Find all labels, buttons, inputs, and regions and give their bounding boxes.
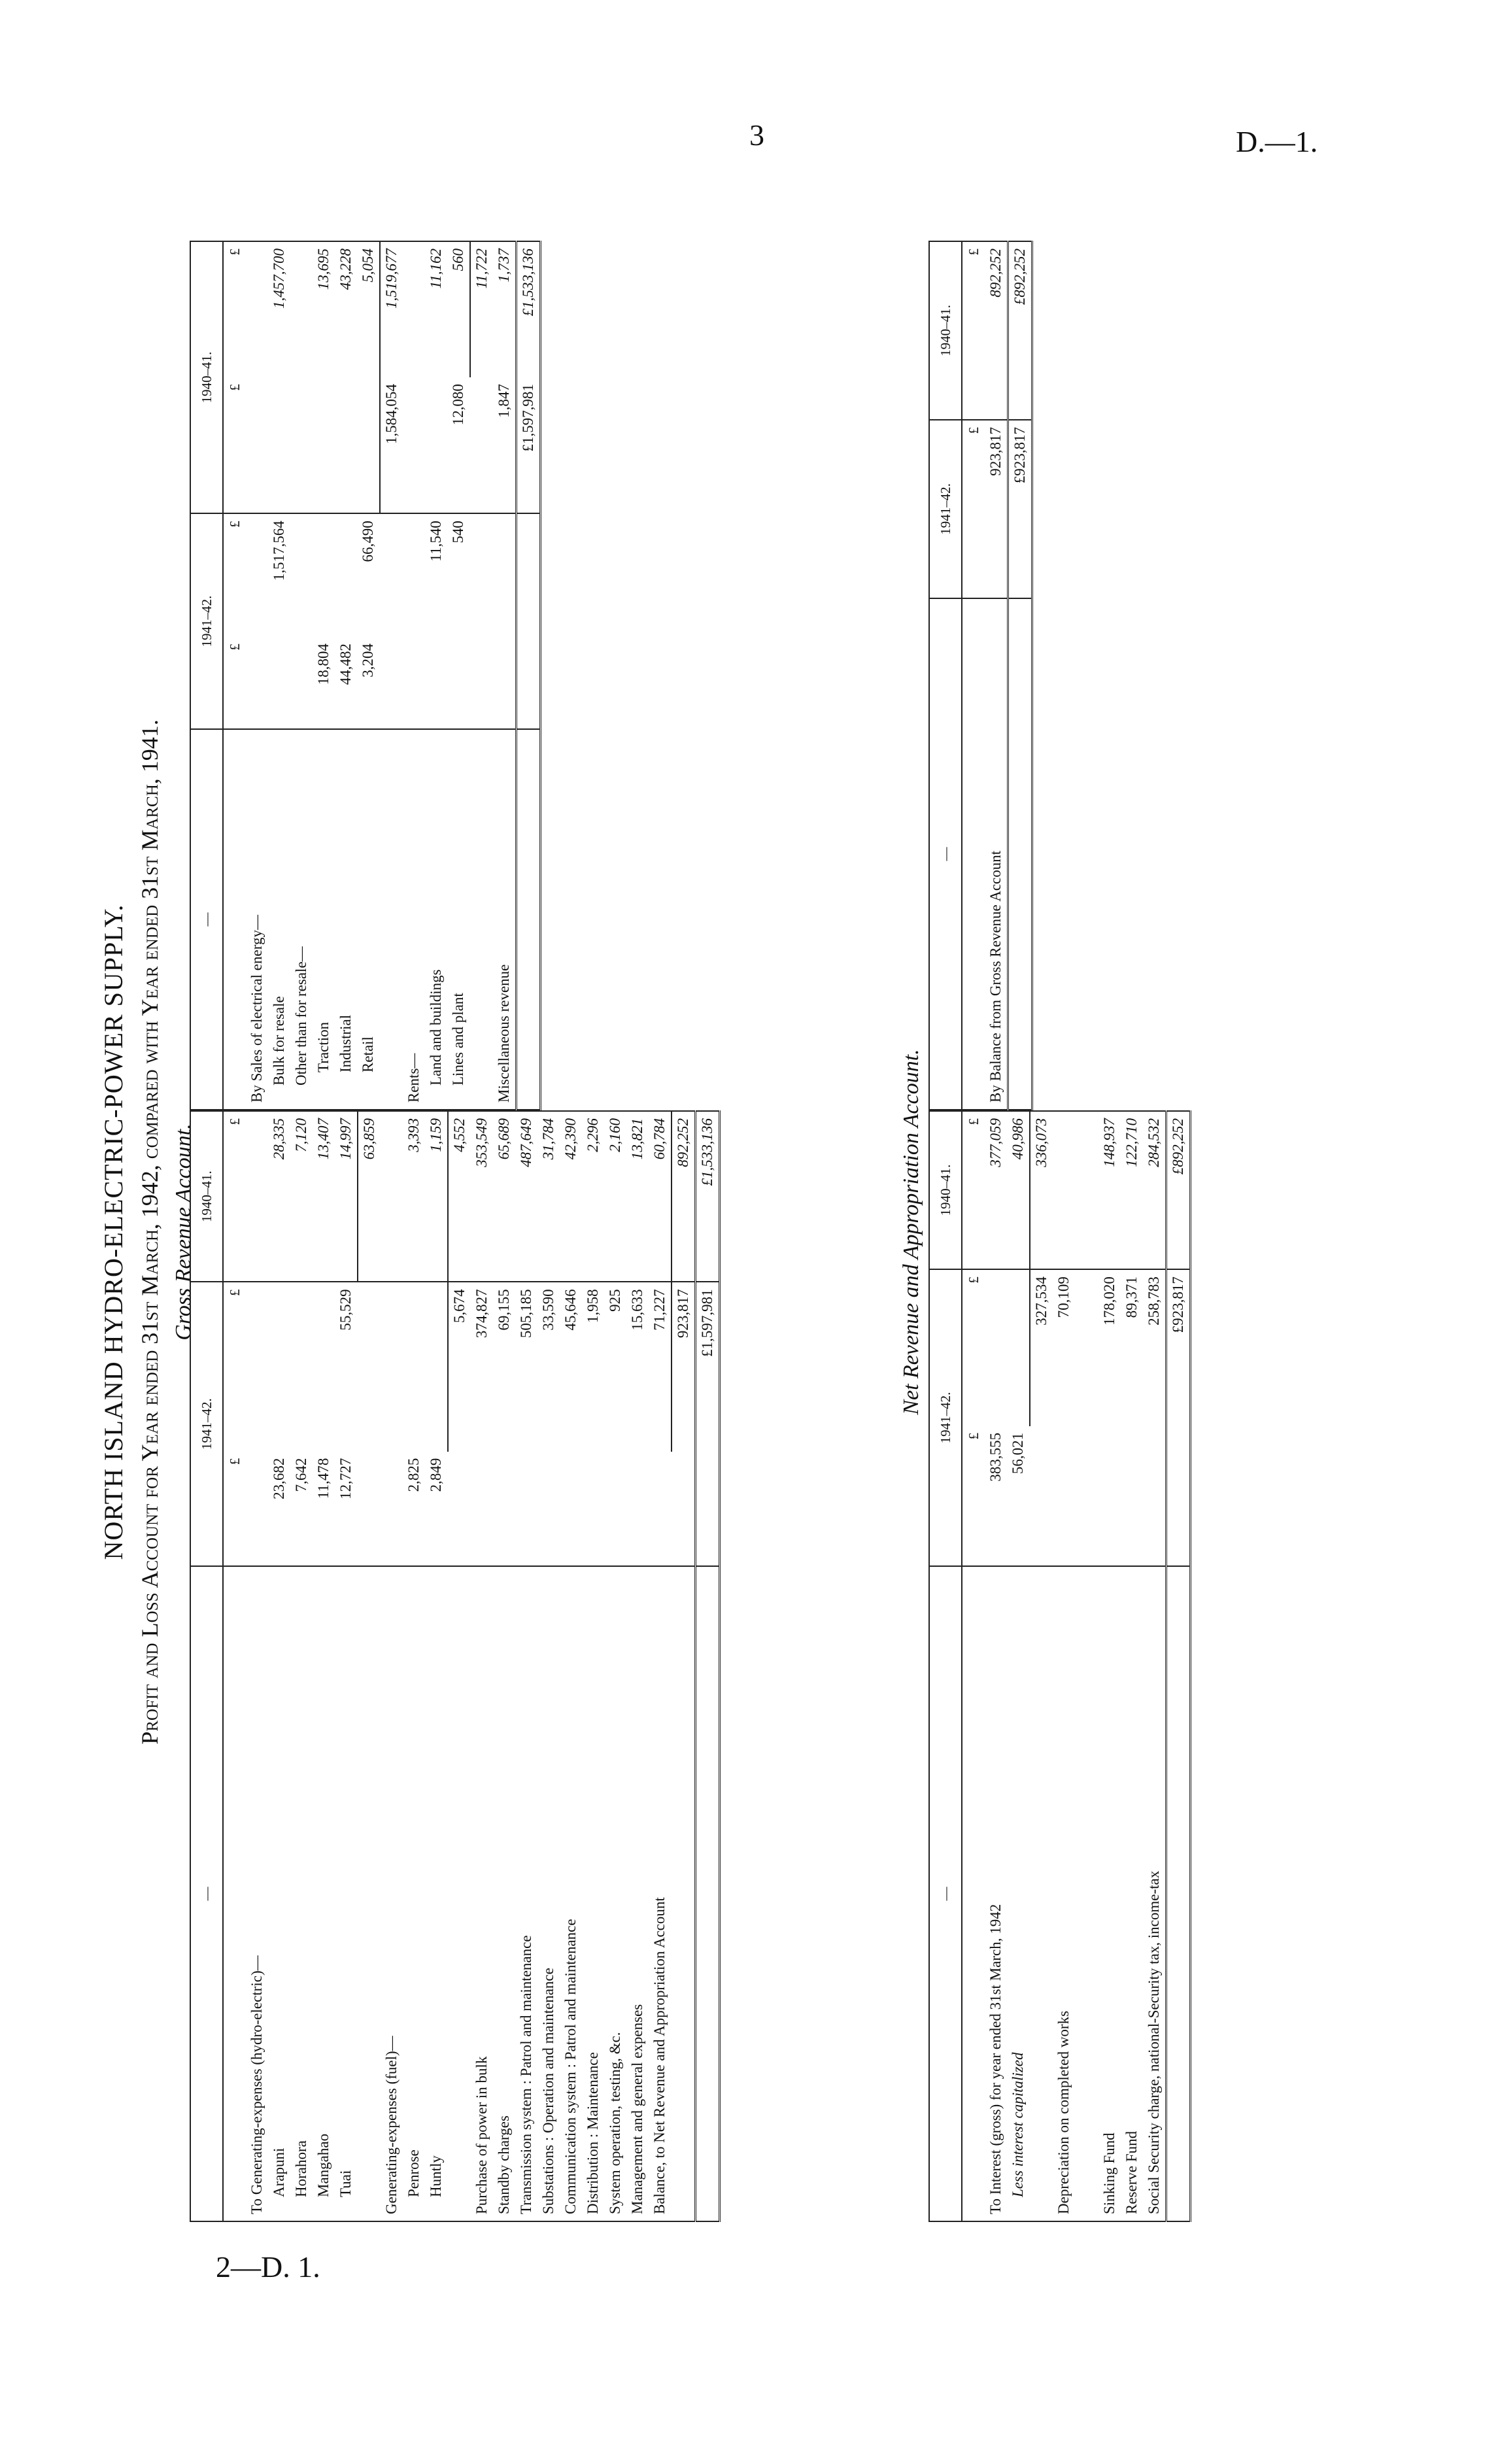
gross-debit-row — [381, 1111, 403, 2221]
row-value — [290, 1282, 313, 1451]
gross-debit-row — [537, 1111, 560, 2221]
row-label — [358, 1566, 381, 2221]
gross-credit-row — [246, 241, 268, 1110]
row-value — [425, 637, 447, 729]
row-value — [1143, 1426, 1166, 1566]
row-value — [672, 1452, 696, 1566]
row-value — [268, 637, 290, 729]
row-value: 3,204 — [357, 637, 380, 729]
row-value — [290, 637, 313, 729]
gross-debit-row — [471, 1111, 493, 2221]
row-value: 65,689 — [493, 1111, 515, 1282]
row-value — [381, 1111, 403, 1282]
row-label: Communication system : Patrol and maintenance — [562, 1919, 579, 2214]
gross-debit-table — [190, 1110, 721, 2222]
pound-sign: £ — [223, 1111, 246, 1282]
row-value: 122,710 — [1121, 1111, 1143, 1269]
gross-credit-total-row — [517, 241, 541, 1110]
row-value: 31,784 — [537, 1111, 560, 1282]
pound-sign: £ — [962, 1111, 985, 1269]
gross-debit-row — [335, 1111, 358, 2221]
row-value — [471, 1452, 493, 1566]
net-credit-table — [928, 241, 1033, 1110]
row-value: 540 — [450, 521, 466, 543]
row-value: 353,549 — [471, 1111, 493, 1282]
row-label — [380, 729, 403, 1110]
row-value: 1,457,700 — [271, 248, 287, 309]
row-value: 3,393 — [403, 1111, 425, 1282]
row-value: 923,817 — [985, 420, 1008, 598]
row-value: 374,827 — [473, 1289, 490, 1339]
row-label: Rents— — [405, 1053, 422, 1103]
row-value — [380, 637, 403, 729]
page-number: 3 — [749, 118, 764, 152]
row-value: 2,825 — [403, 1452, 425, 1566]
pound-sign: £ — [227, 521, 243, 528]
gross-debit-row — [268, 1111, 290, 2221]
row-value — [493, 1452, 515, 1566]
total-spacer — [1008, 598, 1032, 1110]
row-value: 487,649 — [515, 1111, 537, 1282]
row-value — [493, 637, 517, 729]
row-value: 13,407 — [313, 1111, 335, 1282]
row-label: Industrial — [337, 1014, 354, 1072]
row-value — [1121, 1426, 1143, 1566]
row-label — [448, 1566, 471, 2221]
row-value — [470, 637, 493, 729]
row-value — [381, 1282, 403, 1451]
row-label: Transmission system : Patrol and maintenance — [518, 1935, 534, 2214]
row-value: 69,155 — [496, 1289, 512, 1331]
row-value: 4,552 — [448, 1111, 471, 1282]
row-label: Penrose — [405, 2149, 422, 2197]
row-value: 7,642 — [290, 1452, 313, 1566]
row-value: 45,646 — [562, 1289, 579, 1331]
gross-debit-row — [672, 1111, 696, 2221]
row-label: Management and general expenses — [629, 2004, 645, 2214]
gross-debit-row — [649, 1111, 672, 2221]
col-dash: — — [929, 598, 962, 1110]
row-label: By Balance from Gross Revenue Account — [987, 850, 1004, 1103]
net-revenue-title: Net Revenue and Appropriation Account. — [899, 1049, 923, 1415]
row-value — [649, 1452, 672, 1566]
row-value — [403, 513, 425, 637]
col-1940-41: 1940–41. — [190, 241, 223, 513]
row-value — [582, 1452, 604, 1566]
net-debit-row — [1143, 1111, 1166, 2221]
row-value: 28,335 — [268, 1111, 290, 1282]
row-value: 23,682 — [268, 1452, 290, 1566]
row-value: 12,727 — [335, 1452, 358, 1566]
row-value — [1030, 1426, 1053, 1566]
row-value: 13,695 — [315, 248, 332, 290]
row-label: Balance, to Net Revenue and Appropriation Account — [651, 1897, 668, 2214]
pound-sign: £ — [227, 1289, 243, 1296]
row-value: 923,817 — [672, 1282, 696, 1451]
row-value — [246, 1452, 268, 1566]
row-value: 1,584,054 — [380, 377, 403, 513]
row-value: 12,080 — [447, 377, 470, 513]
row-label: Mangahao — [315, 2133, 332, 2197]
col-1941-42: 1941–42. — [190, 513, 223, 729]
row-label: Tuai — [337, 2170, 354, 2197]
net-debit-row — [1007, 1111, 1030, 2221]
gross-debit-total-row — [696, 1111, 720, 2221]
row-label: Sinking Fund — [1101, 2132, 1117, 2214]
row-value — [290, 377, 313, 513]
row-value: 1,517,564 — [271, 521, 287, 581]
row-label: Depreciation on completed works — [1055, 2010, 1072, 2214]
row-value: 1,519,677 — [380, 241, 403, 377]
row-value — [560, 1452, 582, 1566]
row-label: Other than for resale— — [293, 946, 309, 1086]
row-value: 70,109 — [1055, 1276, 1072, 1318]
row-value — [268, 377, 290, 513]
row-value: 60,784 — [649, 1111, 672, 1282]
row-value — [246, 1111, 268, 1282]
total-value — [696, 1452, 720, 1566]
row-value: 7,120 — [290, 1111, 313, 1282]
row-value — [335, 513, 357, 637]
row-value — [1007, 1269, 1030, 1426]
row-value — [470, 513, 493, 637]
row-value: 2,849 — [425, 1452, 448, 1566]
row-value: 11,478 — [313, 1452, 335, 1566]
total-spacer — [696, 1566, 720, 2221]
row-value — [381, 1452, 403, 1566]
gross-debit-row — [515, 1111, 537, 2221]
row-value: 43,228 — [337, 248, 354, 290]
gross-credit-row — [290, 241, 313, 1110]
col-1941-42: 1941–42. — [929, 1269, 962, 1566]
net-debit-row — [1121, 1111, 1143, 2221]
row-label: Substations : Operation and maintenance — [540, 1968, 556, 2214]
col-dash: — — [190, 729, 223, 1110]
row-value: 15,633 — [629, 1289, 645, 1331]
row-value — [246, 1282, 268, 1451]
row-label: Distribution : Maintenance — [585, 2052, 601, 2214]
gross-credit-row — [447, 241, 470, 1110]
gross-debit-row — [290, 1111, 313, 2221]
col-dash: — — [929, 1566, 962, 2221]
row-value: 336,073 — [1030, 1111, 1053, 1269]
net-debit-total-row — [1166, 1111, 1191, 2221]
total-value: £892,252 — [1008, 241, 1032, 420]
report-subtitle: Profit and Loss Account for Year ended 31st March, 1942, compared with Year ended 31st March, 1941. — [137, 719, 163, 1745]
net-debit-row — [1098, 1111, 1121, 2221]
report-title: NORTH ISLAND HYDRO-ELECTRIC-POWER SUPPLY. — [99, 904, 128, 1560]
gross-credit-row — [268, 241, 290, 1110]
gross-debit-row — [493, 1111, 515, 2221]
row-value — [448, 1452, 471, 1566]
row-value: 14,997 — [335, 1111, 358, 1282]
gross-debit-row — [403, 1111, 425, 2221]
row-value — [246, 513, 268, 637]
net-debit-row — [1053, 1111, 1098, 2221]
row-label: Retail — [360, 1036, 376, 1072]
row-label — [1030, 1566, 1053, 2221]
row-value: 18,804 — [313, 637, 335, 729]
gross-credit-table — [190, 241, 541, 1110]
total-value: £1,533,136 — [696, 1111, 720, 1282]
net-credit-total-row — [1008, 241, 1032, 1110]
col-1940-41: 1940–41. — [190, 1111, 223, 1282]
gross-credit-row — [403, 241, 425, 1110]
col-1941-42: 1941–42. — [190, 1282, 223, 1566]
row-value: 33,590 — [540, 1289, 556, 1331]
row-label: To Interest (gross) for year ended 31st March, 1942 — [987, 1904, 1004, 2214]
row-value: 284,532 — [1143, 1111, 1166, 1269]
footer-code: 2—D. 1. — [216, 2250, 320, 2284]
row-label: By Sales of electrical energy— — [248, 915, 265, 1103]
row-value — [604, 1452, 626, 1566]
row-label: Reserve Fund — [1123, 2130, 1140, 2214]
row-value — [290, 513, 313, 637]
gross-revenue-title: Gross Revenue Account. — [171, 1123, 196, 1341]
row-value — [268, 1282, 290, 1451]
row-label — [672, 1566, 696, 2221]
row-label: Horahora — [293, 2140, 309, 2197]
row-value — [246, 637, 268, 729]
row-value — [403, 1282, 425, 1451]
gross-credit-row — [470, 241, 493, 1110]
total-value: £923,817 — [1008, 420, 1032, 598]
row-label: Huntly — [428, 2155, 444, 2197]
row-value: 42,390 — [560, 1111, 582, 1282]
gross-credit-row — [357, 241, 380, 1110]
row-label: Lines and plant — [450, 993, 466, 1086]
pound-sign: £ — [227, 248, 243, 256]
total-value: £1,533,136 — [517, 241, 541, 377]
row-value — [447, 637, 470, 729]
pound-sign: £ — [962, 241, 985, 420]
row-value: 55,529 — [337, 1289, 354, 1331]
row-label: Traction — [315, 1021, 332, 1072]
row-value — [380, 513, 403, 637]
row-value — [403, 241, 425, 377]
col-1940-41: 1940–41. — [929, 1111, 962, 1269]
row-value — [493, 513, 517, 637]
row-value — [515, 1452, 537, 1566]
row-value — [313, 1282, 335, 1451]
row-label: System operation, testing, &c. — [607, 2032, 623, 2214]
gross-debit-row — [246, 1111, 268, 2221]
row-value — [425, 1282, 448, 1451]
row-value: 40,986 — [1007, 1111, 1030, 1269]
net-debit-row — [985, 1111, 1007, 2221]
row-label: Social Security charge, national-Security tax, income-tax — [1146, 1870, 1162, 2214]
row-value — [290, 241, 313, 377]
pound-sign: £ — [962, 1426, 985, 1566]
row-value — [246, 241, 268, 377]
row-value: 11,722 — [470, 241, 493, 377]
document-code: D.—1. — [1236, 125, 1318, 158]
row-value: 505,185 — [518, 1289, 534, 1339]
pound-sign: £ — [223, 637, 246, 729]
row-label: To Generating-expenses (hydro-electric)— — [248, 1955, 265, 2214]
row-value — [1098, 1426, 1121, 1566]
row-value — [425, 377, 447, 513]
row-label: Arapuni — [271, 2147, 287, 2197]
gross-debit-row — [358, 1111, 381, 2221]
row-value: 13,821 — [626, 1111, 649, 1282]
row-value: 1,159 — [425, 1111, 448, 1282]
row-label: Generating-expenses (fuel)— — [383, 2036, 400, 2214]
row-label: Miscellaneous revenue — [496, 964, 512, 1103]
row-value — [313, 377, 335, 513]
gross-debit-row — [448, 1111, 471, 2221]
gross-debit-row — [582, 1111, 604, 2221]
row-value: 11,162 — [428, 248, 444, 289]
gross-credit-row — [313, 241, 335, 1110]
row-value — [358, 1452, 381, 1566]
row-value — [403, 377, 425, 513]
total-spacer — [517, 729, 541, 1110]
row-value: 383,555 — [985, 1426, 1007, 1566]
total-value: £1,597,981 — [517, 377, 541, 513]
row-value — [985, 1269, 1007, 1426]
row-value: 5,054 — [360, 248, 376, 282]
row-value: 11,540 — [428, 521, 444, 562]
row-value: 66,490 — [360, 521, 376, 562]
total-value: £923,817 — [1166, 1269, 1191, 1426]
gross-credit-row — [425, 241, 447, 1110]
row-value: 892,252 — [985, 241, 1008, 420]
gross-debit-row — [626, 1111, 649, 2221]
gross-credit-row — [335, 241, 357, 1110]
row-value — [313, 513, 335, 637]
row-value — [1053, 1111, 1098, 1269]
row-label — [470, 729, 493, 1110]
total-value — [1166, 1426, 1191, 1566]
row-value: 258,783 — [1146, 1276, 1162, 1326]
row-value: 44,482 — [335, 637, 357, 729]
pound-sign: £ — [966, 1276, 981, 1284]
net-debit-row — [1030, 1111, 1053, 2221]
gross-debit-row — [560, 1111, 582, 2221]
gross-credit-row — [493, 241, 517, 1110]
row-value: 1,847 — [493, 377, 517, 513]
row-value: 377,059 — [985, 1111, 1007, 1269]
row-value: 71,227 — [651, 1289, 668, 1331]
total-spacer — [1166, 1566, 1191, 2221]
row-value: 148,937 — [1098, 1111, 1121, 1269]
row-value: 925 — [607, 1289, 623, 1312]
net-credit-row — [985, 241, 1008, 1110]
col-1941-42: 1941–42. — [929, 420, 962, 598]
row-value — [626, 1452, 649, 1566]
row-label: Purchase of power in bulk — [473, 2056, 490, 2214]
row-value: 327,534 — [1030, 1269, 1053, 1426]
total-value: £892,252 — [1166, 1111, 1191, 1269]
row-value: 63,859 — [358, 1111, 381, 1282]
col-1940-41: 1940–41. — [929, 241, 962, 420]
row-label: Standby charges — [496, 2115, 512, 2214]
row-value: 5,674 — [448, 1282, 471, 1451]
row-label: Less interest capitalized — [1010, 2052, 1026, 2197]
total-value — [517, 513, 541, 637]
row-value: 178,020 — [1101, 1276, 1117, 1326]
net-debit-table — [928, 1110, 1191, 2222]
row-value — [403, 637, 425, 729]
row-value — [246, 377, 268, 513]
gross-debit-row — [425, 1111, 448, 2221]
col-dash: — — [190, 1566, 223, 2221]
row-value — [358, 1282, 381, 1451]
gross-debit-row — [604, 1111, 626, 2221]
row-label: Land and buildings — [428, 969, 444, 1086]
row-value — [537, 1452, 560, 1566]
row-value — [335, 377, 357, 513]
row-value: 1,737 — [496, 248, 512, 282]
row-value: 560 — [450, 248, 466, 271]
row-value: 89,371 — [1123, 1276, 1140, 1318]
row-value: 2,160 — [604, 1111, 626, 1282]
row-value: 1,958 — [585, 1289, 601, 1324]
row-value: 892,252 — [672, 1111, 696, 1282]
total-value — [517, 637, 541, 729]
pound-sign: £ — [223, 377, 246, 513]
row-label: Bulk for resale — [271, 996, 287, 1086]
row-value: 2,296 — [582, 1111, 604, 1282]
row-value: 56,021 — [1007, 1426, 1030, 1566]
pound-sign: £ — [223, 1452, 246, 1566]
pound-sign: £ — [962, 420, 985, 598]
row-value — [357, 377, 380, 513]
row-value — [470, 377, 493, 513]
total-value: £1,597,981 — [696, 1282, 720, 1451]
row-value — [1053, 1426, 1098, 1566]
gross-credit-row — [380, 241, 403, 1110]
gross-debit-row — [313, 1111, 335, 2221]
